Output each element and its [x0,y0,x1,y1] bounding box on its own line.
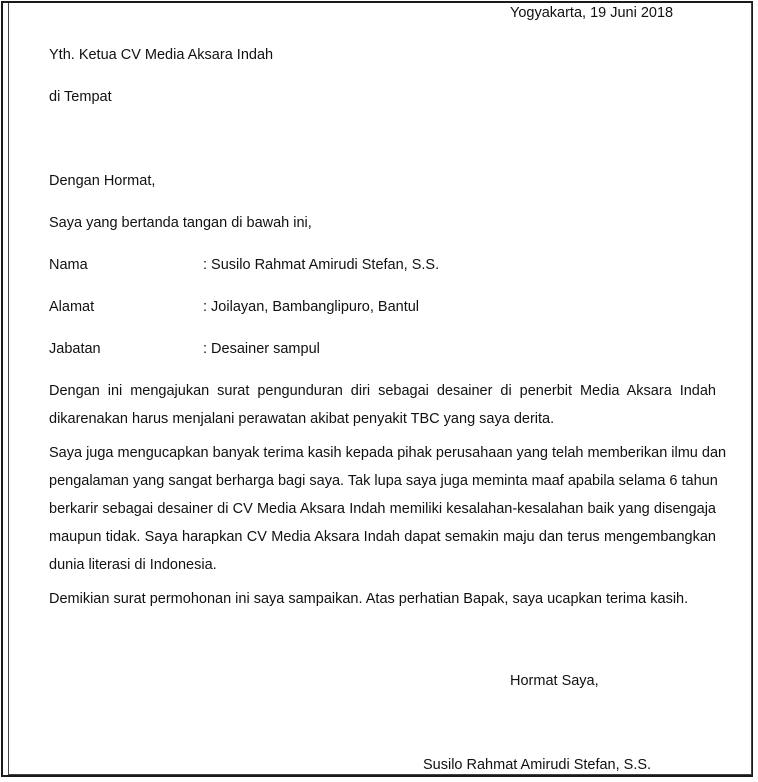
paragraph-line: pengalaman yang sangat berharga bagi saya. Tak lupa saya juga meminta maaf apabila selama 6 tahun [49,473,718,489]
recipient-location: di Tempat [49,89,112,105]
paragraph-line: Dengan ini mengajukan surat pengunduran diri sebagai desainer di penerbit Media Aksara Indah [49,383,716,399]
signer-name: Susilo Rahmat Amirudi Stefan, S.S. [423,757,652,773]
intro-sentence: Saya yang bertanda tangan di bawah ini, [49,215,312,231]
field-label-jabatan: Jabatan [49,341,101,357]
recipient: Yth. Ketua CV Media Aksara Indah [49,47,274,63]
paragraph-line: dunia literasi di Indonesia. [49,557,217,573]
field-value-jabatan: : Desainer sampul [203,341,320,357]
field-value-alamat: : Joilayan, Bambanglipuro, Bantul [203,299,420,315]
paragraph-resignation [49,377,716,433]
paragraph-line: berkarir sebagai desainer di CV Media Aksara Indah memiliki kesalahan-kesalahan baik yang disengaja [49,501,716,517]
place-date: Yogyakarta, 19 Juni 2018 [510,5,674,21]
paragraph-line: dikarenakan harus menjalani perawatan akibat penyakit TBC yang saya derita. [49,411,555,427]
paragraph-thanks [49,439,727,579]
field-label-alamat: Alamat [49,299,95,315]
salutation: Dengan Hormat, [49,173,156,189]
closing-regards: Hormat Saya, [510,673,599,689]
paragraph-closing [49,585,716,613]
field-value-nama: : Susilo Rahmat Amirudi Stefan, S.S. [203,257,440,273]
paragraph-line: maupun tidak. Saya harapkan CV Media Aksara Indah dapat semakin maju dan terus mengembangkan [49,529,716,545]
paragraph-line: Saya juga mengucapkan banyak terima kasih kepada pihak perusahaan yang telah memberikan ilmu dan [49,445,727,461]
field-label-nama: Nama [49,257,88,273]
paragraph-line: Demikian surat permohonan ini saya sampaikan. Atas perhatian Bapak, saya ucapkan terima kasih. [49,591,689,607]
